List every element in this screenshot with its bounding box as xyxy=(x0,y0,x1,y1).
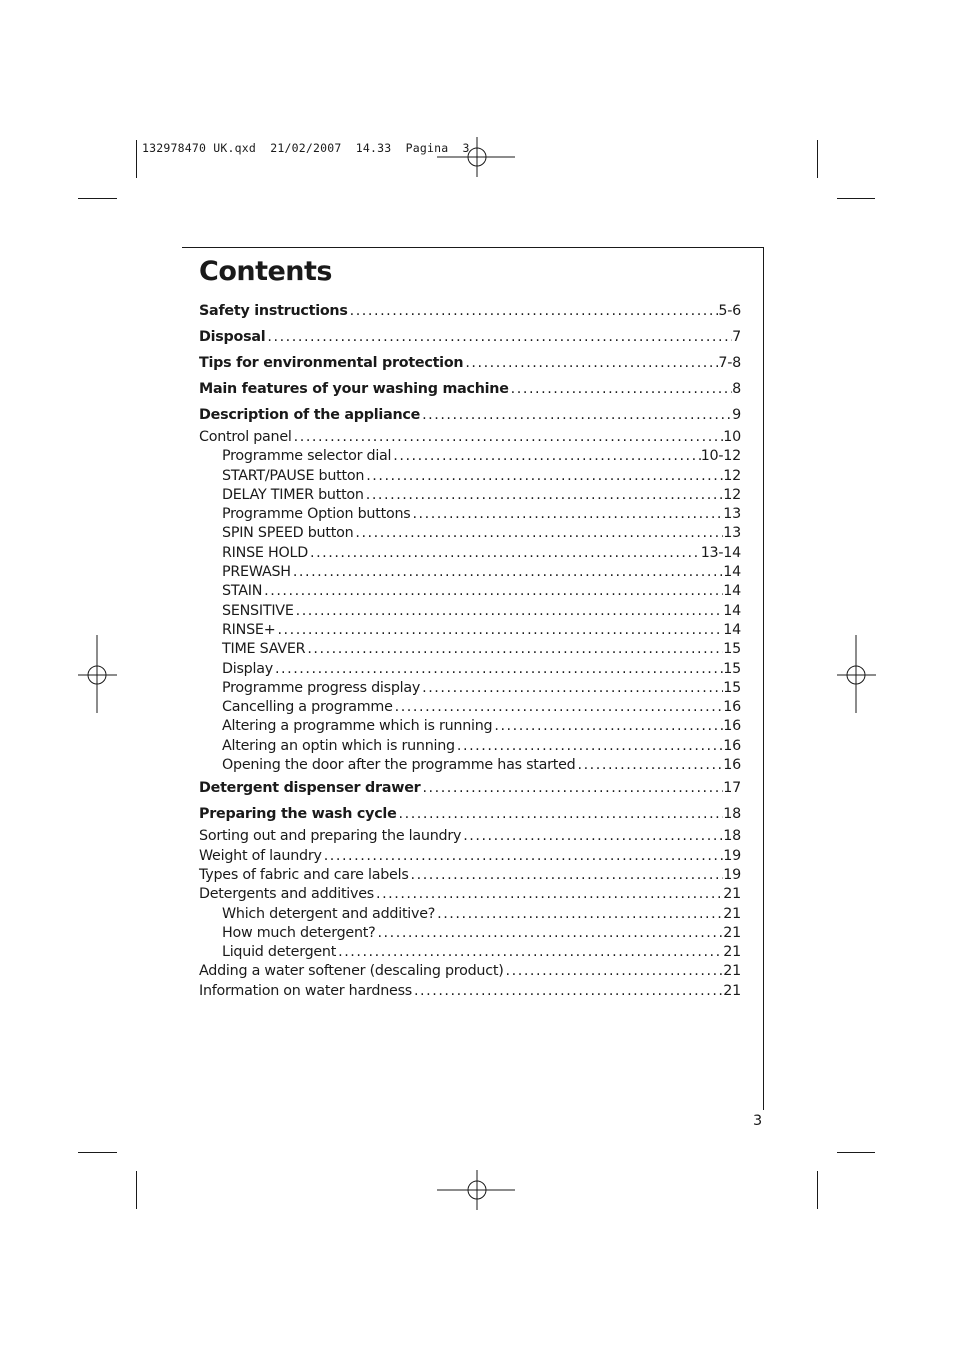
toc-leader-dots xyxy=(412,982,723,1001)
toc-entry-label: Description of the appliance xyxy=(199,407,421,423)
toc-entry xyxy=(199,505,741,524)
toc-entry-page: 19 xyxy=(723,847,741,864)
registration-mark-icon xyxy=(437,1150,517,1230)
toc-entry-label: Which detergent and additive? xyxy=(222,905,436,922)
toc-entry-page: 8 xyxy=(732,381,741,397)
toc-entry-page: 16 xyxy=(723,718,741,735)
toc-leader-dots xyxy=(353,524,723,543)
crop-mark xyxy=(817,140,818,178)
toc-entry xyxy=(199,775,741,801)
toc-entry-label: Programme progress display xyxy=(222,679,421,696)
toc-entry xyxy=(199,679,741,698)
toc-entry-label: Altering an optin which is running xyxy=(222,737,455,754)
toc-entry xyxy=(199,298,741,324)
toc-leader-dots xyxy=(420,402,732,428)
toc-leader-dots xyxy=(397,801,724,827)
toc-leader-dots xyxy=(374,885,723,904)
toc-leader-dots xyxy=(348,298,719,324)
toc-entry xyxy=(199,402,741,428)
crop-mark xyxy=(837,1152,875,1153)
toc-entry-page: 16 xyxy=(723,757,741,774)
toc-entry-page: 19 xyxy=(723,866,741,883)
toc-entry-page: 5-6 xyxy=(718,303,741,319)
toc-entry xyxy=(199,428,741,447)
toc-entry xyxy=(199,467,741,486)
table-of-contents xyxy=(199,298,741,1001)
toc-entry-label: Display xyxy=(222,660,273,677)
toc-leader-dots xyxy=(308,544,701,563)
toc-entry-page: 21 xyxy=(723,982,741,999)
crop-mark xyxy=(78,198,117,199)
toc-entry xyxy=(199,660,741,679)
toc-entry xyxy=(199,524,741,543)
toc-entry-page: 7-8 xyxy=(718,355,741,371)
toc-leader-dots xyxy=(275,621,723,640)
toc-entry xyxy=(199,801,741,827)
toc-entry xyxy=(199,962,741,981)
toc-entry-label: Types of fabric and care labels xyxy=(199,866,409,883)
toc-entry-label: Altering a programme which is running xyxy=(222,718,493,735)
toc-entry xyxy=(199,563,741,582)
toc-entry-label: Sorting out and preparing the laundry xyxy=(199,828,462,845)
side-rule xyxy=(763,247,764,1110)
toc-entry-page: 21 xyxy=(723,886,741,903)
toc-leader-dots xyxy=(576,756,724,775)
toc-entry-label: Main features of your washing machine xyxy=(199,381,509,397)
toc-leader-dots xyxy=(292,428,724,447)
toc-entry-label: PREWASH xyxy=(222,564,291,581)
toc-leader-dots xyxy=(420,775,723,801)
toc-entry-label: Detergents and additives xyxy=(199,886,374,903)
toc-entry xyxy=(199,827,741,846)
page-number: 3 xyxy=(753,1113,763,1129)
toc-entry-label: Adding a water softener (descaling product) xyxy=(199,963,504,980)
toc-entry xyxy=(199,602,741,621)
toc-entry-label: Safety instructions xyxy=(199,303,348,319)
toc-entry xyxy=(199,324,741,350)
toc-entry xyxy=(199,544,741,563)
crop-mark xyxy=(78,1152,117,1153)
toc-leader-dots xyxy=(294,602,724,621)
toc-entry-page: 15 xyxy=(723,660,741,677)
toc-leader-dots xyxy=(463,350,718,376)
toc-entry-page: 9 xyxy=(732,407,741,423)
toc-leader-dots xyxy=(265,324,732,350)
toc-entry-label: Detergent dispenser drawer xyxy=(199,780,421,797)
toc-entry-label: Information on water hardness xyxy=(199,982,412,999)
toc-entry-label: DELAY TIMER button xyxy=(222,486,364,503)
toc-entry xyxy=(199,943,741,962)
toc-leader-dots xyxy=(409,866,724,885)
crop-mark xyxy=(136,140,137,178)
toc-entry-label: Tips for environmental protection xyxy=(199,355,464,371)
toc-entry xyxy=(199,376,741,402)
toc-entry-label: How much detergent? xyxy=(222,924,376,941)
toc-entry-label: Opening the door after the programme has started xyxy=(222,757,576,774)
toc-leader-dots xyxy=(393,698,724,717)
toc-entry-page: 14 xyxy=(723,583,741,600)
registration-mark-icon xyxy=(437,117,517,197)
toc-entry xyxy=(199,737,741,756)
toc-entry xyxy=(199,447,741,466)
toc-entry-label: RINSE+ xyxy=(222,621,276,638)
toc-entry xyxy=(199,582,741,601)
toc-leader-dots xyxy=(504,962,724,981)
page-title: Contents xyxy=(199,256,333,287)
toc-entry-label: SENSITIVE xyxy=(222,602,294,619)
toc-entry-page: 21 xyxy=(723,944,741,961)
toc-entry xyxy=(199,717,741,736)
toc-leader-dots xyxy=(509,376,732,402)
toc-entry-page: 18 xyxy=(723,828,741,845)
toc-entry-page: 10-12 xyxy=(700,448,741,465)
toc-entry-page: 15 xyxy=(723,679,741,696)
toc-entry xyxy=(199,756,741,775)
toc-entry-page: 10 xyxy=(723,429,741,445)
toc-entry-page: 21 xyxy=(723,963,741,980)
toc-entry-label: Control panel xyxy=(199,429,292,445)
toc-leader-dots xyxy=(410,505,723,524)
toc-entry-label: RINSE HOLD xyxy=(222,544,308,561)
crop-mark xyxy=(136,1171,137,1209)
toc-leader-dots xyxy=(262,582,723,601)
print-slug: 132978470 UK.qxd 21/02/2007 14.33 Pagina 3 xyxy=(142,141,470,155)
toc-leader-dots xyxy=(364,486,724,505)
toc-leader-dots xyxy=(291,563,723,582)
toc-entry xyxy=(199,640,741,659)
toc-leader-dots xyxy=(364,467,723,486)
toc-entry xyxy=(199,982,741,1001)
toc-entry-label: Preparing the wash cycle xyxy=(199,806,397,823)
toc-entry xyxy=(199,847,741,866)
toc-entry-page: 12 xyxy=(723,467,741,484)
toc-entry-page: 14 xyxy=(723,564,741,581)
toc-entry-label: SPIN SPEED button xyxy=(222,525,354,542)
crop-mark xyxy=(817,1171,818,1209)
registration-mark-icon xyxy=(57,635,137,715)
crop-mark xyxy=(837,198,875,199)
toc-leader-dots xyxy=(391,447,700,466)
toc-leader-dots xyxy=(305,640,723,659)
toc-leader-dots xyxy=(420,679,723,698)
toc-leader-dots xyxy=(461,827,723,846)
registration-mark-icon xyxy=(816,635,896,715)
toc-entry-page: 15 xyxy=(723,641,741,658)
toc-entry-label: Liquid detergent xyxy=(222,944,337,961)
toc-entry xyxy=(199,350,741,376)
toc-entry xyxy=(199,621,741,640)
toc-entry-page: 17 xyxy=(723,780,741,797)
toc-leader-dots xyxy=(455,737,723,756)
top-rule xyxy=(182,247,764,248)
toc-entry-page: 14 xyxy=(723,621,741,638)
toc-leader-dots xyxy=(336,943,723,962)
toc-entry-label: Weight of laundry xyxy=(199,847,322,864)
toc-entry-page: 14 xyxy=(723,602,741,619)
toc-entry-page: 7 xyxy=(732,329,741,345)
toc-entry xyxy=(199,905,741,924)
toc-leader-dots xyxy=(492,717,723,736)
toc-entry-label: Cancelling a programme xyxy=(222,699,393,716)
toc-entry-page: 13 xyxy=(723,506,741,523)
toc-entry xyxy=(199,866,741,885)
toc-entry-page: 13-14 xyxy=(700,544,741,561)
toc-entry xyxy=(199,924,741,943)
toc-entry-page: 13 xyxy=(723,525,741,542)
toc-entry-page: 12 xyxy=(723,486,741,503)
toc-entry-label: Disposal xyxy=(199,329,266,345)
toc-entry-page: 16 xyxy=(723,737,741,754)
toc-entry-page: 21 xyxy=(723,924,741,941)
toc-entry-page: 18 xyxy=(723,806,741,823)
toc-entry xyxy=(199,486,741,505)
toc-entry-page: 21 xyxy=(723,905,741,922)
toc-leader-dots xyxy=(273,660,723,679)
toc-entry-label: Programme selector dial xyxy=(222,448,392,465)
toc-entry xyxy=(199,885,741,904)
toc-leader-dots xyxy=(375,924,723,943)
toc-entry-label: START/PAUSE button xyxy=(222,467,365,484)
toc-entry-label: Programme Option buttons xyxy=(222,506,411,523)
toc-entry-label: STAIN xyxy=(222,583,263,600)
toc-leader-dots xyxy=(322,847,724,866)
toc-leader-dots xyxy=(435,905,723,924)
toc-entry-page: 16 xyxy=(723,699,741,716)
toc-entry xyxy=(199,698,741,717)
toc-entry-label: TIME SAVER xyxy=(222,641,306,658)
